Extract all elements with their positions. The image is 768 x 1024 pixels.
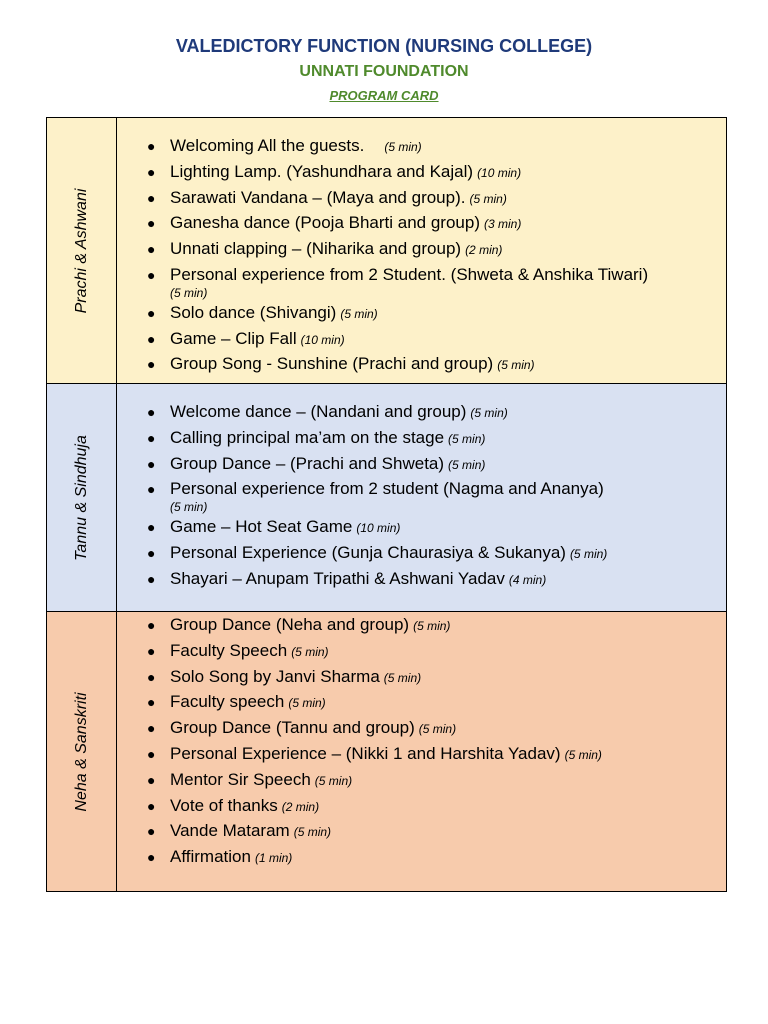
bullet-icon: ●	[147, 668, 156, 685]
item-text: Shayari – Anupam Tripathi & Ashwani Yadav	[170, 568, 505, 588]
item-text: Faculty speech	[170, 692, 285, 712]
program-card-label: PROGRAM CARD	[329, 88, 439, 103]
bullet-icon: ●	[147, 544, 156, 561]
list-item	[117, 237, 726, 263]
bullet-icon: ●	[147, 694, 156, 711]
bullet-icon: ●	[147, 163, 156, 180]
bullet-icon: ●	[147, 823, 156, 840]
item-duration: (5 min)	[384, 140, 422, 154]
item-duration: (5 min)	[383, 670, 422, 685]
agenda-list-2	[117, 384, 726, 593]
list-item	[117, 742, 726, 768]
item-text: Lighting Lamp. (Yashundhara and Kajal)	[170, 161, 474, 181]
item-duration: (5 min)	[291, 644, 329, 659]
bullet-icon: ●	[147, 455, 156, 472]
section-row-3	[47, 612, 727, 892]
bullet-icon: ●	[147, 138, 156, 154]
item-text: Group Dance – (Prachi and Shweta)	[170, 453, 445, 473]
list-item	[117, 567, 726, 593]
item-text: Personal experience from 2 Student. (Shweta & Anshika Tiwari)	[170, 264, 649, 284]
item-text: Calling principal ma’am on the stage	[170, 427, 445, 447]
item-duration: (5 min)	[448, 431, 486, 446]
item-text: Vande Mataram	[170, 821, 290, 841]
list-item	[117, 263, 726, 301]
list-item	[117, 211, 726, 237]
organization-name: UNNATI FOUNDATION	[299, 63, 469, 80]
host-cell-3	[47, 612, 117, 892]
item-duration: (5 min)	[288, 696, 326, 711]
item-text: Personal experience from 2 student (Nagma and Ananya)	[170, 479, 604, 499]
list-item	[117, 477, 726, 515]
item-duration: (5 min)	[418, 722, 457, 737]
list-item	[117, 716, 726, 742]
list-item	[117, 400, 726, 426]
item-duration: (4 min)	[508, 572, 547, 587]
item-duration: (5 min)	[314, 773, 353, 788]
list-item	[117, 301, 726, 327]
bullet-icon: ●	[147, 720, 156, 737]
agenda-cell-1	[117, 118, 727, 384]
bullet-icon: ●	[147, 745, 156, 762]
item-duration: (5 min)	[170, 285, 208, 300]
item-duration: (2 min)	[465, 243, 503, 258]
item-text: Ganesha dance (Pooja Bharti and group)	[170, 213, 480, 233]
agenda-cell-2	[117, 384, 727, 612]
item-duration: (5 min)	[564, 747, 602, 762]
item-text: Sarawati Vandana – (Maya and group).	[170, 187, 466, 207]
bullet-icon: ●	[147, 849, 156, 866]
host-names-1: Prachi & Ashwani	[72, 188, 90, 313]
item-duration: (5 min)	[448, 457, 486, 472]
item-duration: (5 min)	[470, 406, 508, 420]
item-text: Game – Clip Fall	[170, 328, 297, 348]
item-text: Group Dance (Tannu and group)	[170, 718, 415, 738]
section-row-2	[47, 384, 727, 612]
item-duration: (2 min)	[281, 799, 320, 814]
list-item	[117, 426, 726, 452]
list-item	[117, 352, 726, 378]
item-duration: (5 min)	[413, 619, 451, 633]
bullet-icon: ●	[147, 266, 156, 283]
list-item	[117, 819, 726, 845]
bullet-icon: ●	[147, 404, 156, 420]
list-item	[117, 541, 726, 567]
item-text: Welcome dance – (Nandani and group)	[170, 402, 467, 421]
item-text: Personal Experience – (Nikki 1 and Harshita Yadav)	[170, 743, 561, 763]
item-duration: (5 min)	[497, 358, 535, 373]
program-table	[46, 117, 727, 892]
list-item	[117, 845, 726, 871]
item-text: Game – Hot Seat Game	[170, 517, 353, 537]
bullet-icon: ●	[147, 215, 156, 232]
host-names-2: Tannu & Sindhuja	[72, 434, 90, 561]
item-duration: (5 min)	[569, 546, 608, 561]
bullet-icon: ●	[147, 642, 156, 659]
item-text: Welcoming All the guests.	[170, 136, 365, 155]
item-duration: (5 min)	[170, 500, 208, 515]
item-text: Vote of thanks	[170, 795, 278, 815]
item-text: Faculty Speech	[170, 640, 288, 660]
program-card-label-wrap	[0, 88, 768, 103]
agenda-list-3	[117, 612, 726, 871]
list-item	[117, 134, 726, 160]
list-item	[117, 690, 726, 716]
item-text: Personal Experience (Gunja Chaurasiya & Sukanya)	[170, 542, 566, 562]
item-text: Mentor Sir Speech	[170, 769, 311, 789]
list-item	[117, 639, 726, 665]
list-item	[117, 768, 726, 794]
bullet-icon: ●	[147, 617, 156, 633]
list-item	[117, 327, 726, 353]
list-item	[117, 515, 726, 541]
agenda-list-1	[117, 118, 726, 378]
agenda-cell-3	[117, 612, 727, 892]
item-text: Solo Song by Janvi Sharma	[170, 666, 380, 686]
bullet-icon: ●	[147, 429, 156, 446]
host-cell-2	[47, 384, 117, 612]
item-text: Unnati clapping – (Niharika and group)	[170, 239, 462, 259]
bullet-icon: ●	[147, 570, 156, 587]
bullet-icon: ●	[147, 519, 156, 536]
section-row-1	[47, 118, 727, 384]
item-duration: (10 min)	[477, 165, 522, 180]
item-text: Group Song - Sunshine (Prachi and group)	[170, 354, 494, 374]
item-duration: (10 min)	[356, 521, 401, 536]
bullet-icon: ●	[147, 330, 156, 347]
host-cell-1	[47, 118, 117, 384]
list-item	[117, 186, 726, 212]
bullet-icon: ●	[147, 771, 156, 788]
item-duration: (3 min)	[483, 217, 522, 232]
bullet-icon: ●	[147, 797, 156, 814]
bullet-icon: ●	[147, 356, 156, 373]
item-duration: (1 min)	[254, 851, 293, 866]
item-duration: (5 min)	[340, 306, 378, 321]
list-item	[117, 613, 726, 639]
bullet-icon: ●	[147, 481, 156, 498]
bullet-icon: ●	[147, 241, 156, 258]
page-title: VALEDICTORY FUNCTION (NURSING COLLEGE)	[175, 36, 593, 56]
item-text: Affirmation	[170, 847, 251, 867]
item-text: Solo dance (Shivangi)	[170, 302, 337, 322]
item-duration: (5 min)	[469, 191, 507, 206]
item-duration: (5 min)	[293, 825, 332, 840]
bullet-icon: ●	[147, 304, 156, 321]
list-item	[117, 160, 726, 186]
bullet-icon: ●	[147, 189, 156, 206]
list-item	[117, 452, 726, 478]
list-item	[117, 794, 726, 820]
list-item	[117, 665, 726, 691]
item-duration: (10 min)	[300, 332, 345, 347]
item-text: Group Dance (Neha and group)	[170, 615, 410, 634]
host-names-3: Neha & Sanskriti	[72, 691, 90, 812]
